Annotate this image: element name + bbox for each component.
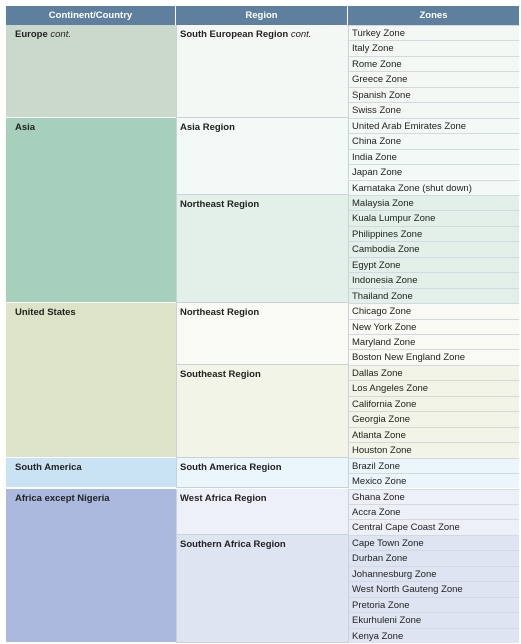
region-label: South European Region: [180, 29, 289, 40]
zone-cell: Durban Zone: [348, 550, 519, 565]
region-label: Asia Region: [180, 121, 235, 133]
zone-cell: Maryland Zone: [348, 334, 519, 349]
region-suffix: cont.: [288, 29, 312, 40]
zone-cell: Ekurhuleni Zone: [348, 612, 519, 627]
region-cell: [176, 303, 348, 365]
zone-cell: Greece Zone: [348, 71, 519, 86]
continent-cell: [6, 489, 176, 644]
region-label: Northeast Region: [180, 307, 260, 319]
region-cell: [176, 458, 348, 489]
zone-cell: Japan Zone: [348, 164, 519, 179]
zone-cell: Cambodia Zone: [348, 241, 519, 256]
zone-cell: India Zone: [348, 149, 519, 164]
region-cell: [176, 118, 348, 195]
zone-cell: Central Cape Coast Zone: [348, 519, 519, 534]
zone-cell: Accra Zone: [348, 504, 519, 519]
zone-cell: Kuala Lumpur Zone: [348, 210, 519, 225]
continent-label: South America: [15, 461, 82, 473]
region-cell: [176, 25, 348, 118]
zone-cell: Italy Zone: [348, 40, 519, 55]
zone-cell: Thailand Zone: [348, 288, 519, 303]
zone-cell: Brazil Zone: [348, 458, 519, 473]
zone-cell: Ghana Zone: [348, 489, 519, 504]
zone-cell: California Zone: [348, 396, 519, 411]
continent-label: Europe: [15, 29, 48, 40]
zone-cell: New York Zone: [348, 319, 519, 334]
continent-suffix: cont.: [47, 29, 71, 40]
zone-cell: Turkey Zone: [348, 25, 519, 40]
region-label: South America Region: [180, 461, 282, 473]
zone-cell: Los Angeles Zone: [348, 380, 519, 395]
zone-cell: Houston Zone: [348, 442, 519, 457]
region-label: Southeast Region: [180, 368, 261, 380]
zone-cell: China Zone: [348, 133, 519, 148]
header-region: Region: [176, 6, 348, 25]
region-cell: [176, 195, 348, 303]
header-zones: Zones: [348, 6, 519, 25]
zone-cell: Malaysia Zone: [348, 195, 519, 210]
zone-cell: United Arab Emirates Zone: [348, 118, 519, 133]
region-cell: [176, 489, 348, 535]
zone-cell: Philippines Zone: [348, 226, 519, 241]
zone-cell: Dallas Zone: [348, 365, 519, 380]
continent-label: Africa except Nigeria: [15, 492, 110, 504]
region-label: West Africa Region: [180, 492, 267, 504]
zone-cell: Chicago Zone: [348, 303, 519, 318]
continent-cell: [6, 458, 176, 489]
continent-label: Asia: [15, 121, 36, 133]
zone-cell: Indonesia Zone: [348, 272, 519, 287]
zone-cell: West North Gauteng Zone: [348, 581, 519, 596]
continent-cell: [6, 25, 176, 118]
zone-cell: Kenya Zone: [348, 628, 519, 643]
region-cell: [176, 365, 348, 458]
zone-cell: Mexico Zone: [348, 473, 519, 488]
continent-label: United States: [15, 307, 76, 319]
zone-cell: Boston New England Zone: [348, 349, 519, 364]
region-label: Southern Africa Region: [180, 538, 286, 550]
zone-cell: Atlanta Zone: [348, 427, 519, 442]
zone-cell: Egypt Zone: [348, 257, 519, 272]
zone-cell: Karnataka Zone (shut down): [348, 180, 519, 195]
region-label: Northeast Region: [180, 198, 260, 210]
zone-cell: Georgia Zone: [348, 411, 519, 426]
continent-cell: [6, 303, 176, 458]
zone-cell: Cape Town Zone: [348, 535, 519, 550]
zone-cell: Johannesburg Zone: [348, 566, 519, 581]
region-cell: [176, 535, 348, 643]
zone-cell: Swiss Zone: [348, 102, 519, 117]
header-continent: Continent/Country: [6, 6, 176, 25]
zone-cell: Rome Zone: [348, 56, 519, 71]
continent-cell: [6, 118, 176, 303]
zone-cell: Pretoria Zone: [348, 597, 519, 612]
zone-cell: Spanish Zone: [348, 87, 519, 102]
